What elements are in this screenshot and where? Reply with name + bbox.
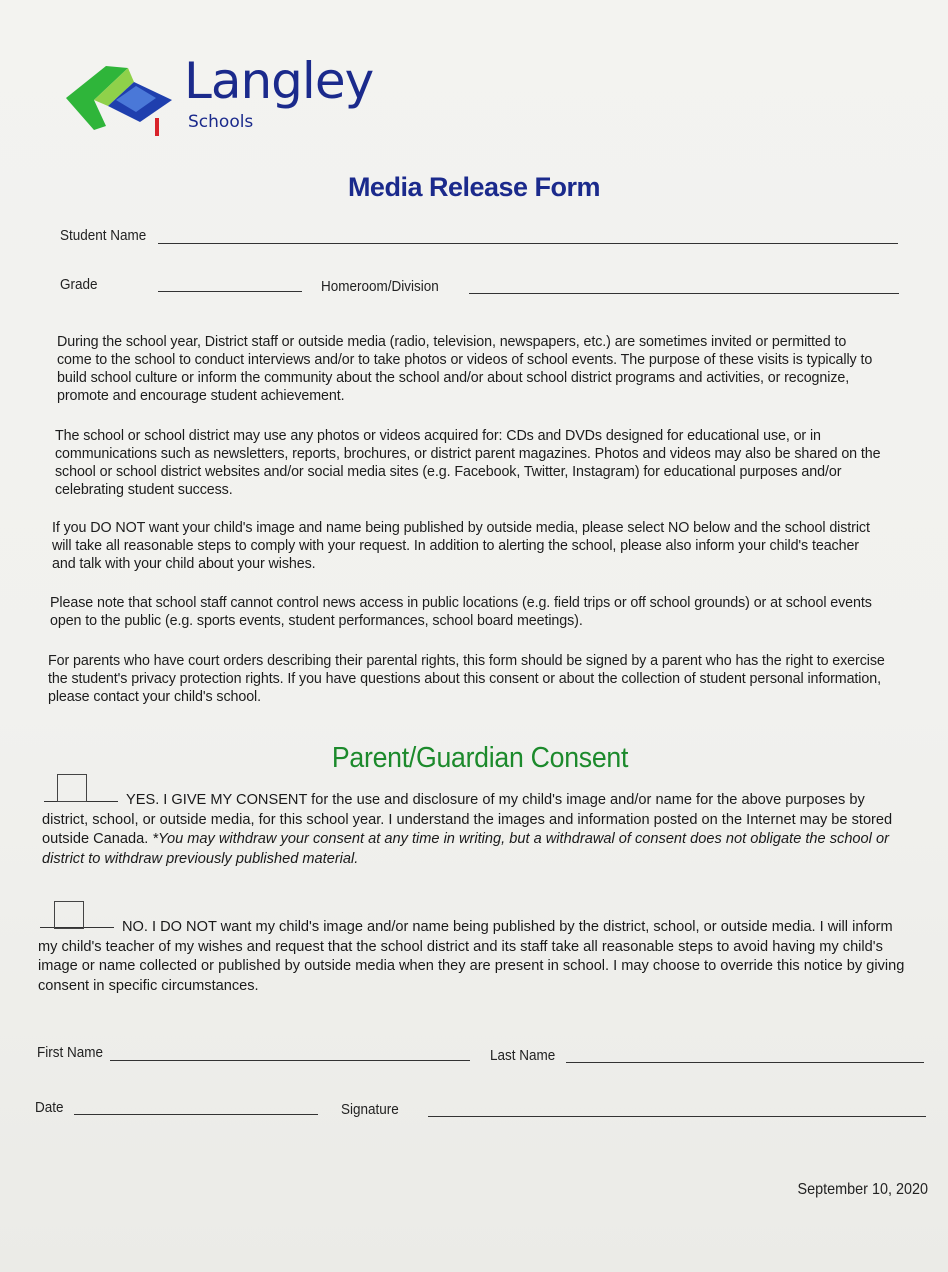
signature-field[interactable] — [428, 1116, 926, 1117]
yes-option-text — [42, 791, 902, 869]
grade-field[interactable] — [158, 291, 302, 292]
date-label: Date — [35, 1099, 64, 1116]
homeroom-field[interactable] — [469, 293, 899, 294]
paragraph-1: During the school year, District staff or outside media (radio, television, newspapers, etc.) are sometimes invited or permitted to come to the school to conduct interviews and/or to take photos or videos of school events. The purpose of these visits is typically to build school culture or inform the community about the school and/or about school district programs and activities, or recognize, promote and encourage student achievement. — [57, 334, 873, 404]
logo-wordmark: Langley — [184, 52, 374, 110]
mortarboard-logo-icon — [64, 60, 176, 140]
langley-schools-logo — [64, 52, 384, 146]
paragraph-2: The school or school district may use any photos or videos acquired for: CDs and DVDs designed for educational use, or in communications such as newsletters, reports, brochures, or district parent magazines. Photos and videos may also be shared on the school or school district websites and/or social media sites (e.g. Facebook, Twitter, Instagram) for educational purposes and/or celebrating student success. — [55, 428, 881, 498]
yes-consent-statement: YES. I GIVE MY CONSENT for the use and disclosure of my child's image and/or name for the above purposes by district, school, or outside media, for this school year. I understand the images and information posted on the Internet may be stored outside Canada. — [42, 792, 893, 847]
signature-label: Signature — [341, 1101, 399, 1118]
first-name-field[interactable] — [110, 1060, 470, 1061]
paragraph-5: For parents who have court orders describing their parental rights, this form should be signed by a parent who has the right to exercise the student's privacy protection rights. If you have questions about this consent or about the collection of student personal information, please contact your child's school. — [48, 653, 885, 705]
grade-label: Grade — [60, 276, 98, 293]
logo-subtitle: Schools — [188, 112, 254, 132]
consent-title: Parent/Guardian Consent — [331, 742, 629, 774]
last-name-label: Last Name — [490, 1047, 556, 1064]
homeroom-label: Homeroom/Division — [321, 278, 439, 295]
no-option-text: NO. I DO NOT want my child's image and/or name being published by the district, school, or outside media. I will inform my child's teacher of my wishes and request that the school district and its staff take all reasonable steps to avoid having my child's image or name collected or published by outside media when they are present in school. I may choose to override this notice by giving consent in specific circumstances. — [38, 919, 905, 994]
student-name-field[interactable] — [158, 243, 898, 244]
last-name-field[interactable] — [566, 1062, 924, 1063]
revision-date: September 10, 2020 — [797, 1181, 928, 1198]
form-title: Media Release Form — [347, 172, 601, 202]
date-field[interactable] — [74, 1114, 318, 1115]
paragraph-4: Please note that school staff cannot control news access in public locations (e.g. field trips or off school grounds) or at school events open to the public (e.g. sports events, student performances, school board meetings). — [50, 595, 872, 629]
student-name-label: Student Name — [60, 227, 147, 244]
withdrawal-note: *You may withdraw your consent at any time in writing, but a withdrawal of consent does not obligate the school or district to withdraw previously published material. — [42, 831, 889, 867]
first-name-label: First Name — [37, 1044, 104, 1061]
paragraph-3: If you DO NOT want your child's image and name being published by outside media, please select NO below and the school district will take all reasonable steps to comply with your request. In addition to alerting the school, please also inform your child's teacher and talk with your child about your wishes. — [52, 520, 870, 572]
